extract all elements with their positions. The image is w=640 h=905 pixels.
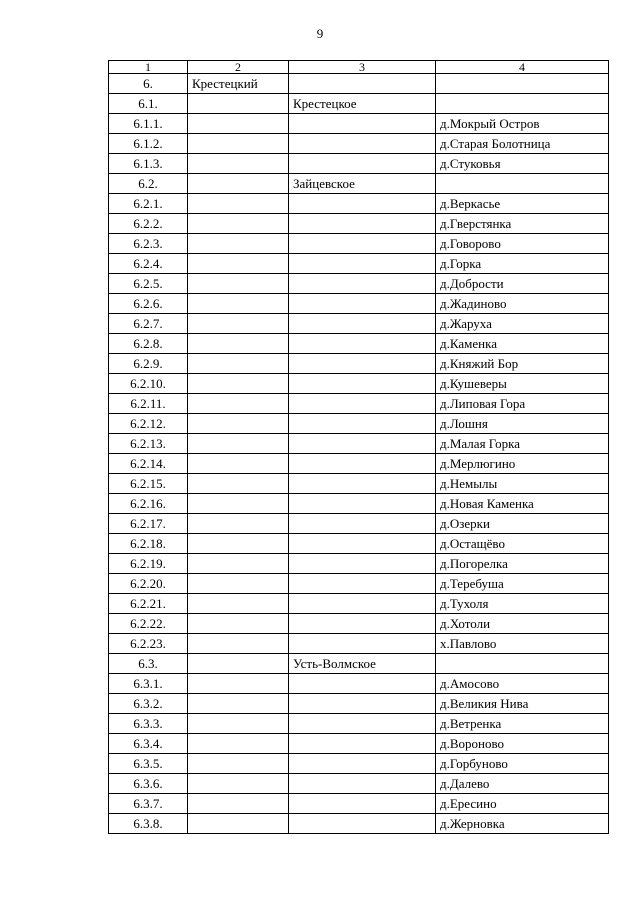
district-cell: [188, 394, 289, 414]
table-row: [109, 394, 609, 414]
district-cell: [188, 754, 289, 774]
page-number: 9: [316, 26, 324, 41]
district-cell: [188, 654, 289, 674]
district-cell: [188, 794, 289, 814]
district-cell: [188, 714, 289, 734]
table-row: [109, 114, 609, 134]
row-number: 6.2.20.: [109, 574, 188, 594]
district-cell: [188, 254, 289, 274]
district-cell: [188, 734, 289, 754]
settlement-cell: [289, 274, 436, 294]
row-number: 6.2.9.: [109, 354, 188, 374]
locality-cell: [436, 74, 609, 94]
district-cell: [188, 134, 289, 154]
district-cell: [188, 774, 289, 794]
settlement-cell: [289, 234, 436, 254]
table-row: [109, 254, 609, 274]
table-row: [109, 454, 609, 474]
column-number-4: 4: [436, 61, 609, 74]
row-number: 6.2.3.: [109, 234, 188, 254]
locality-cell: д.Жадиново: [436, 294, 609, 314]
table-row: [109, 674, 609, 694]
settlement-cell: [289, 574, 436, 594]
locality-cell: д.Немылы: [436, 474, 609, 494]
table-row: [109, 74, 609, 94]
table-row: [109, 614, 609, 634]
settlement-cell: Зайцевское: [289, 174, 436, 194]
table-row: [109, 774, 609, 794]
district-cell: [188, 374, 289, 394]
row-number: 6.: [109, 74, 188, 94]
row-number: 6.2.18.: [109, 534, 188, 554]
district-cell: [188, 514, 289, 534]
settlement-cell: [289, 114, 436, 134]
settlement-cell: [289, 734, 436, 754]
district-cell: [188, 674, 289, 694]
settlement-cell: [289, 554, 436, 574]
locality-cell: д.Малая Горка: [436, 434, 609, 454]
row-number: 6.2.7.: [109, 314, 188, 334]
row-number: 6.2.: [109, 174, 188, 194]
locality-cell: д.Веркасье: [436, 194, 609, 214]
row-number: 6.2.10.: [109, 374, 188, 394]
district-cell: [188, 154, 289, 174]
district-cell: [188, 634, 289, 654]
locality-cell: д.Остащёво: [436, 534, 609, 554]
table-row: [109, 694, 609, 714]
district-cell: [188, 174, 289, 194]
table-row: [109, 174, 609, 194]
locality-cell: д.Новая Каменка: [436, 494, 609, 514]
settlement-cell: Усть-Волмское: [289, 654, 436, 674]
table-row: [109, 274, 609, 294]
settlement-cell: [289, 154, 436, 174]
table-row: [109, 654, 609, 674]
settlement-cell: [289, 494, 436, 514]
row-number: 6.2.8.: [109, 334, 188, 354]
table-row: [109, 294, 609, 314]
district-cell: [188, 534, 289, 554]
locality-cell: д.Мокрый Остров: [436, 114, 609, 134]
row-number: 6.2.23.: [109, 634, 188, 654]
row-number: 6.1.1.: [109, 114, 188, 134]
locality-cell: д.Хотоли: [436, 614, 609, 634]
row-number: 6.2.16.: [109, 494, 188, 514]
table-row: [109, 434, 609, 454]
district-cell: [188, 114, 289, 134]
locality-cell: д.Лошня: [436, 414, 609, 434]
table-row: [109, 374, 609, 394]
locality-cell: д.Добрости: [436, 274, 609, 294]
column-number-1: 1: [109, 61, 188, 74]
locality-cell: д.Гверстянка: [436, 214, 609, 234]
settlement-cell: Крестецкое: [289, 94, 436, 114]
locality-cell: д.Горбуново: [436, 754, 609, 774]
column-number-row: [109, 61, 609, 74]
table-row: [109, 354, 609, 374]
settlement-cell: [289, 134, 436, 154]
settlement-cell: [289, 714, 436, 734]
locality-cell: д.Липовая Гора: [436, 394, 609, 414]
row-number: 6.3.3.: [109, 714, 188, 734]
row-number: 6.3.8.: [109, 814, 188, 834]
locality-cell: д.Горка: [436, 254, 609, 274]
district-cell: [188, 194, 289, 214]
row-number: 6.2.19.: [109, 554, 188, 574]
row-number: 6.3.2.: [109, 694, 188, 714]
table-row: [109, 574, 609, 594]
district-cell: [188, 294, 289, 314]
locality-cell: д.Говорово: [436, 234, 609, 254]
table-row: [109, 154, 609, 174]
table-row: [109, 474, 609, 494]
locality-cell: д.Великия Нива: [436, 694, 609, 714]
settlement-cell: [289, 794, 436, 814]
locality-cell: д.Каменка: [436, 334, 609, 354]
row-number: 6.3.5.: [109, 754, 188, 774]
row-number: 6.2.1.: [109, 194, 188, 214]
row-number: 6.1.3.: [109, 154, 188, 174]
table-row: [109, 634, 609, 654]
settlement-cell: [289, 334, 436, 354]
settlement-cell: [289, 674, 436, 694]
settlement-cell: [289, 194, 436, 214]
settlement-cell: [289, 814, 436, 834]
row-number: 6.3.6.: [109, 774, 188, 794]
row-number: 6.2.21.: [109, 594, 188, 614]
table-row: [109, 534, 609, 554]
district-cell: [188, 414, 289, 434]
locality-cell: д.Ветренка: [436, 714, 609, 734]
locality-cell: д.Амосово: [436, 674, 609, 694]
district-cell: [188, 614, 289, 634]
locality-cell: д.Жаруха: [436, 314, 609, 334]
row-number: 6.1.2.: [109, 134, 188, 154]
locality-cell: [436, 654, 609, 674]
table-body: [109, 61, 609, 834]
table-row: [109, 714, 609, 734]
row-number: 6.2.15.: [109, 474, 188, 494]
table-row: [109, 754, 609, 774]
table-row: [109, 814, 609, 834]
row-number: 6.3.1.: [109, 674, 188, 694]
row-number: 6.2.11.: [109, 394, 188, 414]
row-number: 6.2.22.: [109, 614, 188, 634]
district-cell: [188, 554, 289, 574]
row-number: 6.2.6.: [109, 294, 188, 314]
settlement-cell: [289, 694, 436, 714]
settlement-cell: [289, 534, 436, 554]
settlement-cell: [289, 74, 436, 94]
table-row: [109, 194, 609, 214]
settlement-cell: [289, 514, 436, 534]
locality-cell: д.Далево: [436, 774, 609, 794]
settlement-cell: [289, 454, 436, 474]
settlement-cell: [289, 214, 436, 234]
locality-cell: д.Жерновка: [436, 814, 609, 834]
table-row: [109, 414, 609, 434]
row-number: 6.2.5.: [109, 274, 188, 294]
district-cell: [188, 354, 289, 374]
table-row: [109, 214, 609, 234]
district-cell: [188, 474, 289, 494]
row-number: 6.2.13.: [109, 434, 188, 454]
settlement-cell: [289, 314, 436, 334]
row-number: 6.3.4.: [109, 734, 188, 754]
district-cell: Крестецкий: [188, 74, 289, 94]
district-cell: [188, 314, 289, 334]
settlement-cell: [289, 614, 436, 634]
table-row: [109, 314, 609, 334]
district-cell: [188, 574, 289, 594]
locality-cell: д.Мерлюгино: [436, 454, 609, 474]
row-number: 6.3.7.: [109, 794, 188, 814]
locality-cell: д.Погорелка: [436, 554, 609, 574]
settlement-cell: [289, 354, 436, 374]
locality-cell: д.Теребуша: [436, 574, 609, 594]
column-number-2: 2: [188, 61, 289, 74]
settlement-cell: [289, 594, 436, 614]
row-number: 6.2.2.: [109, 214, 188, 234]
district-cell: [188, 434, 289, 454]
settlement-cell: [289, 374, 436, 394]
locality-cell: д.Вороново: [436, 734, 609, 754]
settlement-cell: [289, 394, 436, 414]
row-number: 6.2.12.: [109, 414, 188, 434]
table-row: [109, 794, 609, 814]
locality-cell: д.Княжий Бор: [436, 354, 609, 374]
table-row: [109, 494, 609, 514]
table-row: [109, 554, 609, 574]
settlement-cell: [289, 634, 436, 654]
row-number: 6.2.17.: [109, 514, 188, 534]
district-cell: [188, 234, 289, 254]
district-cell: [188, 494, 289, 514]
row-number: 6.3.: [109, 654, 188, 674]
district-cell: [188, 694, 289, 714]
settlements-table: [108, 60, 609, 834]
table-row: [109, 594, 609, 614]
table-row: [109, 734, 609, 754]
locality-cell: д.Тухоля: [436, 594, 609, 614]
district-cell: [188, 454, 289, 474]
settlement-cell: [289, 254, 436, 274]
locality-cell: д.Ересино: [436, 794, 609, 814]
district-cell: [188, 814, 289, 834]
settlement-cell: [289, 754, 436, 774]
table-row: [109, 514, 609, 534]
settlement-cell: [289, 774, 436, 794]
locality-cell: д.Стуковья: [436, 154, 609, 174]
row-number: 6.2.14.: [109, 454, 188, 474]
row-number: 6.2.4.: [109, 254, 188, 274]
district-cell: [188, 334, 289, 354]
table-row: [109, 94, 609, 114]
row-number: 6.1.: [109, 94, 188, 114]
district-cell: [188, 274, 289, 294]
table-row: [109, 234, 609, 254]
column-number-3: 3: [289, 61, 436, 74]
settlement-cell: [289, 294, 436, 314]
locality-cell: [436, 174, 609, 194]
settlement-cell: [289, 414, 436, 434]
table-row: [109, 134, 609, 154]
locality-cell: д.Старая Болотница: [436, 134, 609, 154]
settlement-cell: [289, 434, 436, 454]
district-cell: [188, 214, 289, 234]
table-row: [109, 334, 609, 354]
locality-cell: д.Озерки: [436, 514, 609, 534]
district-cell: [188, 94, 289, 114]
locality-cell: д.Кушеверы: [436, 374, 609, 394]
settlement-cell: [289, 474, 436, 494]
locality-cell: [436, 94, 609, 114]
locality-cell: х.Павлово: [436, 634, 609, 654]
district-cell: [188, 594, 289, 614]
